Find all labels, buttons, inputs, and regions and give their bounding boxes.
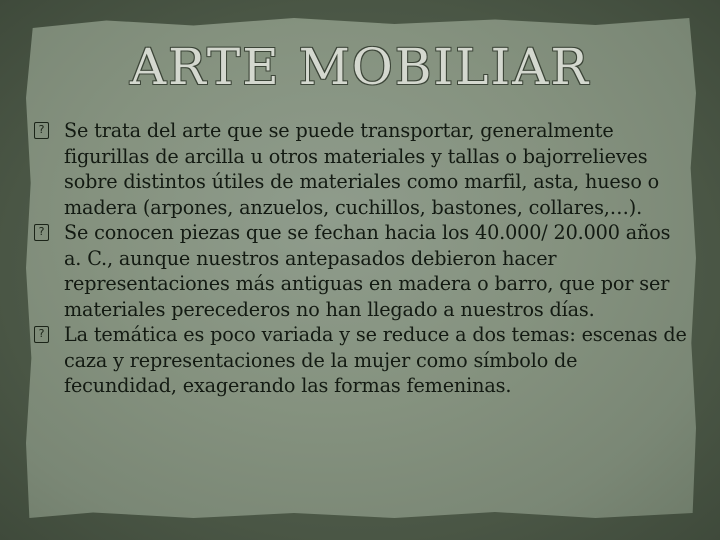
missing-glyph-icon: ? xyxy=(34,326,49,343)
bullet-text-2: Se conocen piezas que se fechan hacia los 40.000/ 20.000 años a. C., aunque nuestros antepasados debieron hacer representaciones más antiguas en madera o barro, que por ser materiales perecederos no han llegado a nuestros días. xyxy=(64,221,671,321)
bullet-text-3: La temática es poco variada y se reduce a dos temas: escenas de caza y representaciones de la mujer como símbolo de fecundidad, exagerando las formas femeninas. xyxy=(64,323,687,397)
bullet-item-3 xyxy=(30,322,690,399)
bullet-item-2 xyxy=(30,220,690,322)
slide-title: ARTE MOBILIAR xyxy=(129,38,590,96)
missing-glyph-icon: ? xyxy=(34,122,49,139)
slide-content xyxy=(30,118,690,399)
missing-glyph-icon: ? xyxy=(34,224,49,241)
bullet-text-1: Se trata del arte que se puede transportar, generalmente figurillas de arcilla u otros materiales y tallas o bajorrelieves sobre distintos útiles de materiales como marfil, asta, hueso o madera (arpones, anzuelos, cuchillos, bastones, collares,…). xyxy=(64,119,660,219)
bullet-item-1 xyxy=(30,118,690,220)
